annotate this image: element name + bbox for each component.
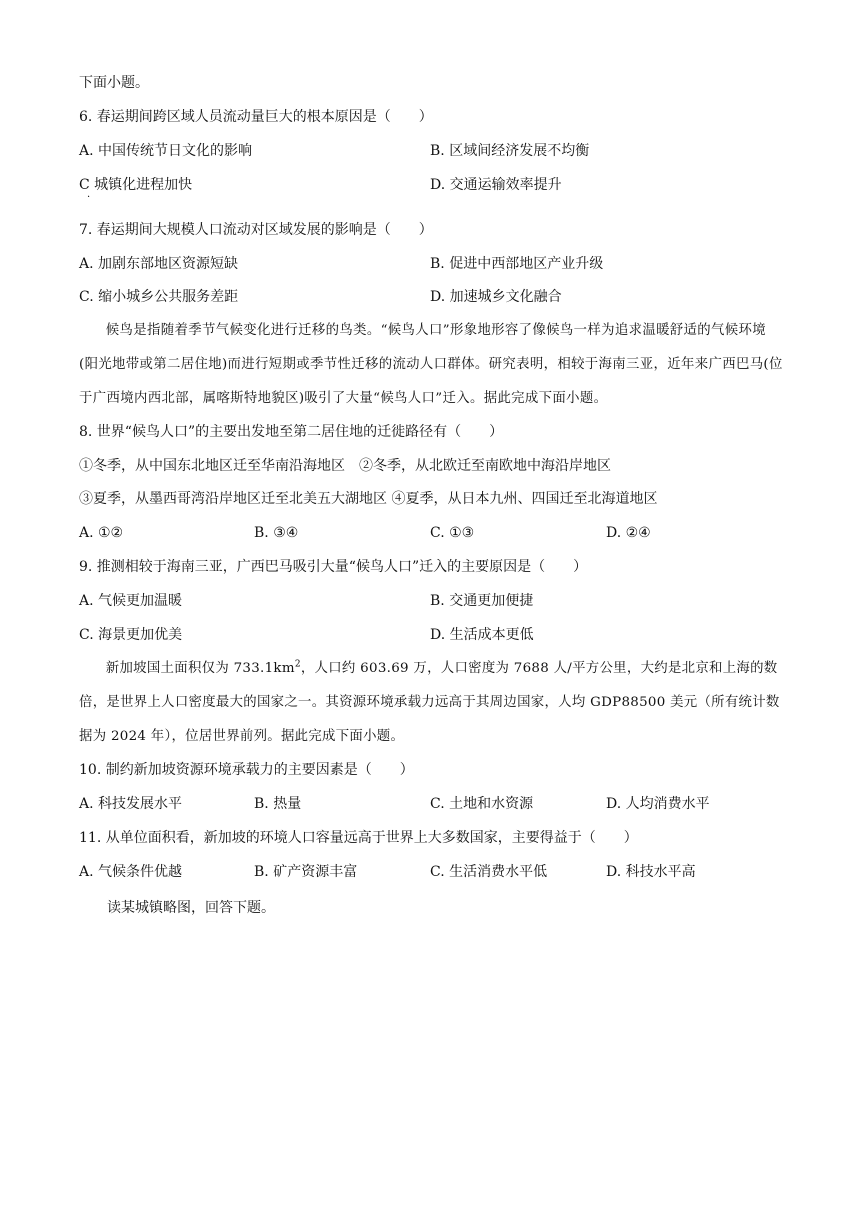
- question-7-option-a: A. 加剧东部地区资源短缺: [79, 256, 239, 272]
- question-10-option-a: A. 科技发展水平: [79, 796, 183, 812]
- question-9-option-b: B. 交通更加便捷: [430, 593, 534, 609]
- question-11-stem: 11. 从单位面积看，新加坡的环境人口容量远高于世界上大多数国家，主要得益于（ ）: [79, 830, 638, 846]
- question-6-option-a: A. 中国传统节日文化的影响: [79, 143, 253, 159]
- question-9-stem: 9. 推测相较于海南三亚，广西巴马吸引大量“候鸟人口”迁入的主要原因是（ ）: [79, 559, 588, 575]
- lead-fragment: 下面小题。: [79, 75, 149, 91]
- question-9-option-a: A. 气候更加温暖: [79, 593, 183, 609]
- question-7-stem: 7. 春运期间大规模人口流动对区域发展的影响是（ ）: [79, 222, 433, 238]
- question-11-option-c: C. 生活消费水平低: [430, 864, 548, 880]
- passage-singapore-part-1: 新加坡国土面积仅为 733.1km: [105, 661, 295, 676]
- question-8-option-d: D. ②④: [606, 525, 651, 541]
- question-8-stem: 8. 世界“候鸟人口”的主要出发地至第二居住地的迁徙路径有（ ）: [79, 424, 504, 440]
- question-10-option-d: D. 人均消费水平: [606, 796, 710, 812]
- question-8-option-a: A. ①②: [79, 525, 124, 541]
- question-6-option-b: B. 区域间经济发展不均衡: [430, 143, 590, 159]
- question-7-option-d: D. 加速城乡文化融合: [430, 289, 562, 305]
- question-8-item-line-2: ③夏季，从墨西哥湾沿岸地区迁至北美五大湖地区 ④夏季，从日本九州、四国迁至北海道地区: [79, 491, 658, 507]
- superscript-2: 2: [294, 659, 301, 670]
- question-7-option-c: C. 缩小城乡公共服务差距: [79, 289, 239, 305]
- question-9-option-d: D. 生活成本更低: [430, 627, 534, 643]
- question-8-item-line-1: ①冬季，从中国东北地区迁至华南沿海地区 ②冬季，从北欧迁至南欧地中海沿岸地区: [79, 458, 611, 474]
- question-10-option-b: B. 热量: [254, 796, 302, 812]
- question-11-option-a: A. 气候条件优越: [79, 864, 183, 880]
- passage-singapore: [79, 652, 783, 754]
- passage-singapore-part-2: ，人口约 603.69 万，人口密度为 7688 人/平方公里，大约是北京和上海的数倍，是世界上人口密度最大的国家之一。其资源环境承载力远高于其周边国家，人均 GDP88500 美元（所有统计数据为 2024 年），位居世界前列。据此完成下面小题。: [79, 661, 780, 744]
- passage-migratory-population: 候鸟是指随着季节气候变化进行迁移的鸟类。“候鸟人口”形象地形容了像候鸟一样为追求温暖舒适的气候环境(阳光地带或第二居住地)而进行短期或季节性迁移的流动人口群体。研究表明，相较于海南三亚，近年来广西巴马(位于广西境内西北部，属喀斯特地貌区)吸引了大量“候鸟人口”迁入。据此完成下面小题。: [79, 323, 783, 406]
- question-7-option-b: B. 促进中西部地区产业升级: [430, 256, 604, 272]
- question-10-stem: 10. 制约新加坡资源环境承载力的主要因素是（ ）: [79, 762, 414, 778]
- question-9-option-c: C. 海景更加优美: [79, 627, 183, 643]
- question-10-option-c: C. 土地和水资源: [430, 796, 534, 812]
- question-8-option-c: C. ①③: [430, 525, 475, 541]
- stray-dot-mark: ·: [87, 192, 91, 203]
- question-11-option-b: B. 矿产资源丰富: [254, 864, 358, 880]
- question-6-option-d: D. 交通运输效率提升: [430, 177, 562, 193]
- question-8-option-b: B. ③④: [254, 525, 299, 541]
- question-6-stem: 6. 春运期间跨区域人员流动量巨大的根本原因是（ ）: [79, 109, 433, 125]
- question-11-option-d: D. 科技水平高: [606, 864, 696, 880]
- instruction-town-map: 读某城镇略图，回答下题。: [107, 900, 275, 916]
- question-6-option-c: C 城镇化进程加快: [79, 177, 193, 193]
